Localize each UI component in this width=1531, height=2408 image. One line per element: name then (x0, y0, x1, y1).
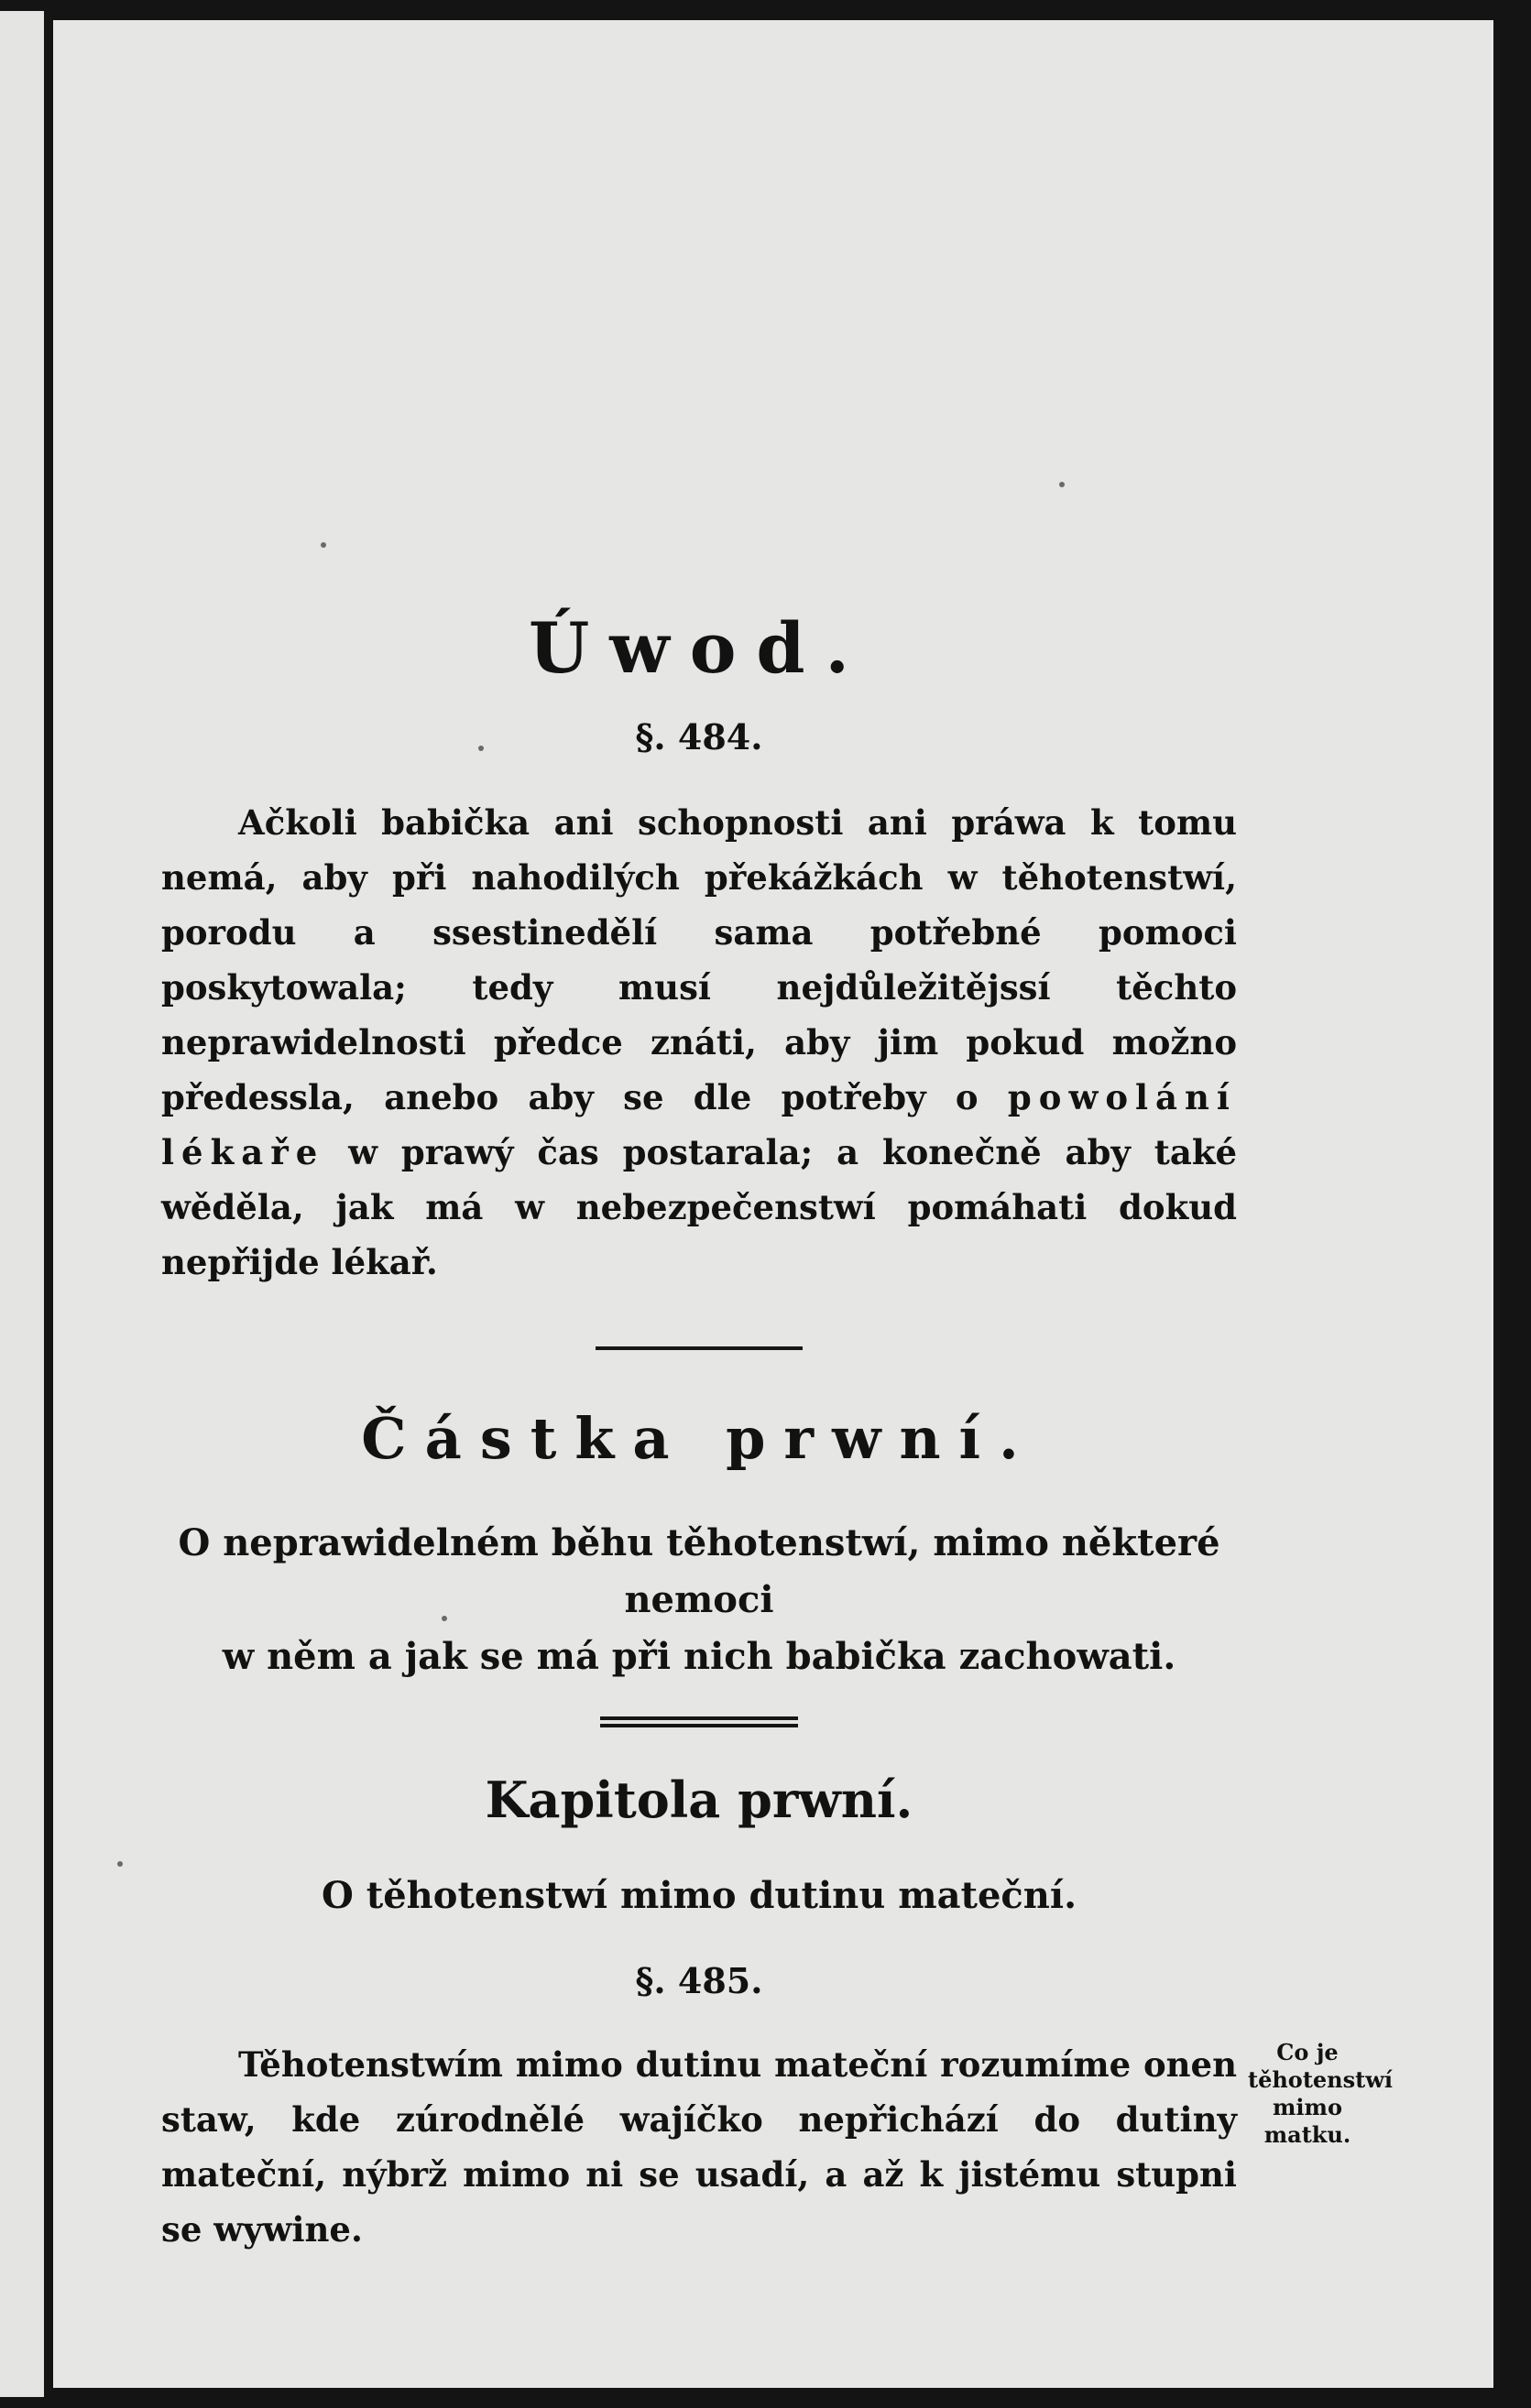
section-divider-rule (596, 1346, 803, 1350)
section-485-body (161, 2037, 1393, 2257)
section-485-paragraph-text: Těhotenstwím mimo dutinu mateční rozumíme onen staw, kde zúrodnělé wajíčko nepřichází do dutiny mateční, nýbrž mimo ni se usadí, a až k jistému stupni se wywine. (161, 2044, 1237, 2250)
scan-speck (117, 1861, 123, 1867)
page-text (161, 586, 1393, 2257)
part-heading: Částka prwní. (361, 1405, 1037, 1472)
part-subheading-line-2: w něm a jak se má při nich babička zachowati. (222, 1635, 1176, 1678)
intro-paragraph-text-start: Ačkoli babička ani schopnosti ani práwa k tomu nemá, aby při nahodilých překážkách w těhotenstwí, porodu a ssestinedělí sama potřebné pomoci poskytowala; tedy musí nejdůležitějssí těchto neprawidelnosti předce znáti, aby jim pokud možno předessla, anebo aby se dle potřeby o (161, 802, 1237, 1117)
scan-speck (1059, 482, 1065, 487)
scan-speck (321, 542, 326, 548)
intro-heading: Úwod. (529, 607, 869, 689)
section-485-paragraph (161, 2037, 1237, 2257)
section-number-485: §. 485. (635, 1960, 763, 2001)
intro-paragraph-text-end: w prawý čas postarala; a konečně aby také wěděla, jak má w nebezpečenstwí pomáhati dokud nepřijde lékař. (161, 1132, 1237, 1282)
intro-paragraph (161, 795, 1237, 1290)
margin-note: Co je těhotenstwí mimo matku. (1248, 2039, 1393, 2148)
double-divider-rule (600, 1716, 798, 1727)
section-number-484: §. 484. (635, 716, 763, 757)
intro-paragraph-emphasis: powolání lékaře (161, 1077, 1237, 1172)
previous-page-edge (0, 11, 44, 2397)
part-subheading-line-1: O neprawidelném běhu těhotenstwí, mimo některé nemoci (178, 1521, 1220, 1621)
chapter-subheading: O těhotenstwí mimo dutinu mateční. (321, 1874, 1077, 1917)
chapter-heading: Kapitola prwní. (485, 1771, 913, 1829)
part-subheading (161, 1515, 1237, 1685)
